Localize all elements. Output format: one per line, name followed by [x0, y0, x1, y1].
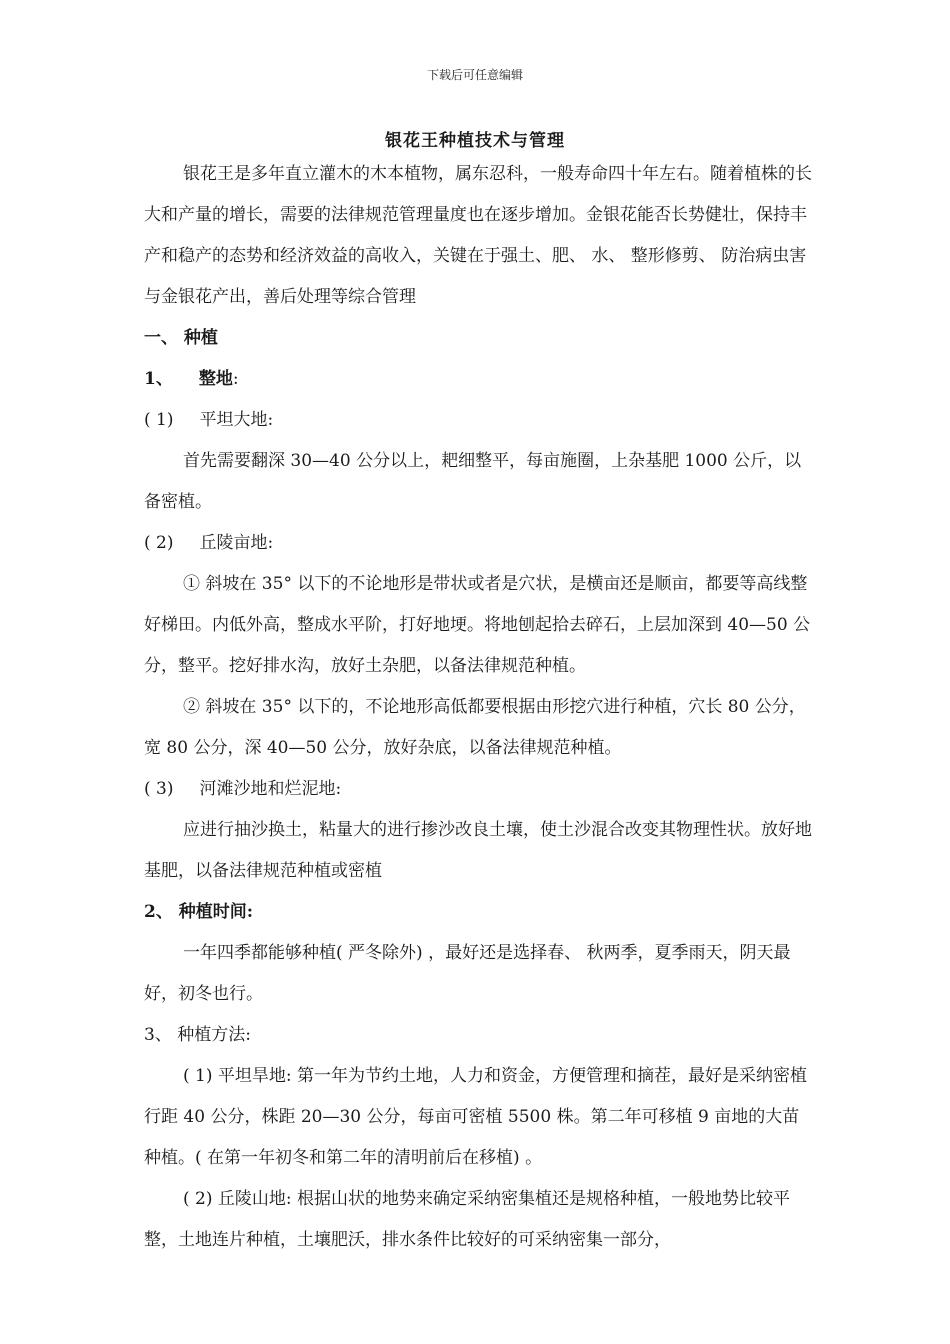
item-sand-land-heading: [144, 769, 816, 810]
planting-time-text: 一年四季都能够种植( 严冬除外) ，最好还是选择春、 秋两季，夏季雨天，阴天最好，初冬也行。: [144, 943, 791, 1004]
document-title: 银花王种植技术与管理: [385, 131, 565, 151]
item-hill-land-text-b: ② 斜坡在 35° 以下的，不论地形高低都要根据由形挖穴进行种植，穴长 80 公分，宽 80 公分，深 40—50 公分，放好杂底，以备法律规范种植。: [144, 697, 806, 758]
header-note: 下载后可任意编辑: [426, 68, 523, 82]
land-prep-title: 整地: [198, 369, 233, 389]
subsection-heading-planting-time: 2、 种植时间:: [144, 902, 254, 922]
item-sand-land-title: 河滩沙地和烂泥地:: [199, 779, 342, 799]
item-hill-land-heading: [144, 523, 816, 564]
item-hill-land-text-a: ① 斜坡在 35° 以下的不论地形是带状或者是穴状，是横亩还是顺亩，都要等高线整好梯田。内低外高，整成水平阶，打好地埂。将地刨起拾去碎石，上层加深到 40—50 公分，整平。挖好排水沟，放好土杂肥，以备法律规范种植。: [144, 574, 811, 676]
item-flat-land-text: 首先需要翻深 30—40 公分以上，耙细整平，每亩施圈，上杂基肥 1000 公斤，以备密植。: [144, 451, 802, 512]
item-flat-land-heading: [144, 400, 816, 441]
land-prep-number: 1、: [144, 369, 173, 389]
planting-method-item-1: ( 1) 平坦旱地: 第一年为节约土地，人力和资金，方便管理和摘茬，最好是采纳密植行距 40 公分，株距 20—30 公分，每亩可密植 5500 株。第二年可移植 9 亩地的大苗种植。( 在第一年初冬和第二年的清明前后在移植) 。: [144, 1066, 808, 1168]
subsection-heading-planting-method: 3、 种植方法:: [144, 1025, 251, 1045]
subsection-heading-land-prep: [144, 359, 816, 400]
planting-method-item-2: ( 2) 丘陵山地: 根据山状的地势来确定采纳密集植还是规格种植，一般地势比较平整，土地连片种植，土壤肥沃，排水条件比较好的可采纳密集一部分，: [144, 1189, 791, 1250]
item-hill-land-label: ( 2): [144, 533, 174, 553]
item-sand-land-label: ( 3): [144, 779, 174, 799]
land-prep-colon: :: [232, 369, 239, 389]
document-body: [144, 154, 816, 1261]
item-flat-land-label: ( 1): [144, 410, 174, 430]
item-hill-land-title: 丘陵亩地:: [199, 533, 274, 553]
item-sand-land-text: 应进行抽沙换土，粘量大的进行掺沙改良土壤，使土沙混合改变其物理性状。放好地基肥，以备法律规范种植或密植: [144, 820, 812, 881]
section-heading-planting: 一、 种植: [144, 328, 218, 348]
item-flat-land-title: 平坦大地:: [199, 410, 274, 430]
intro-paragraph: 银花王是多年直立灌木的木本植物，属东忍科，一般寿命四十年左右。随着植株的长大和产量的增长，需要的法律规范管理量度也在逐步增加。金银花能否长势健壮，保持丰产和稳产的态势和经济效益的高收入，关键在于强土、肥、 水、 整形修剪、 防治病虫害与金银花产出，善后处理等综合管理: [144, 164, 812, 307]
